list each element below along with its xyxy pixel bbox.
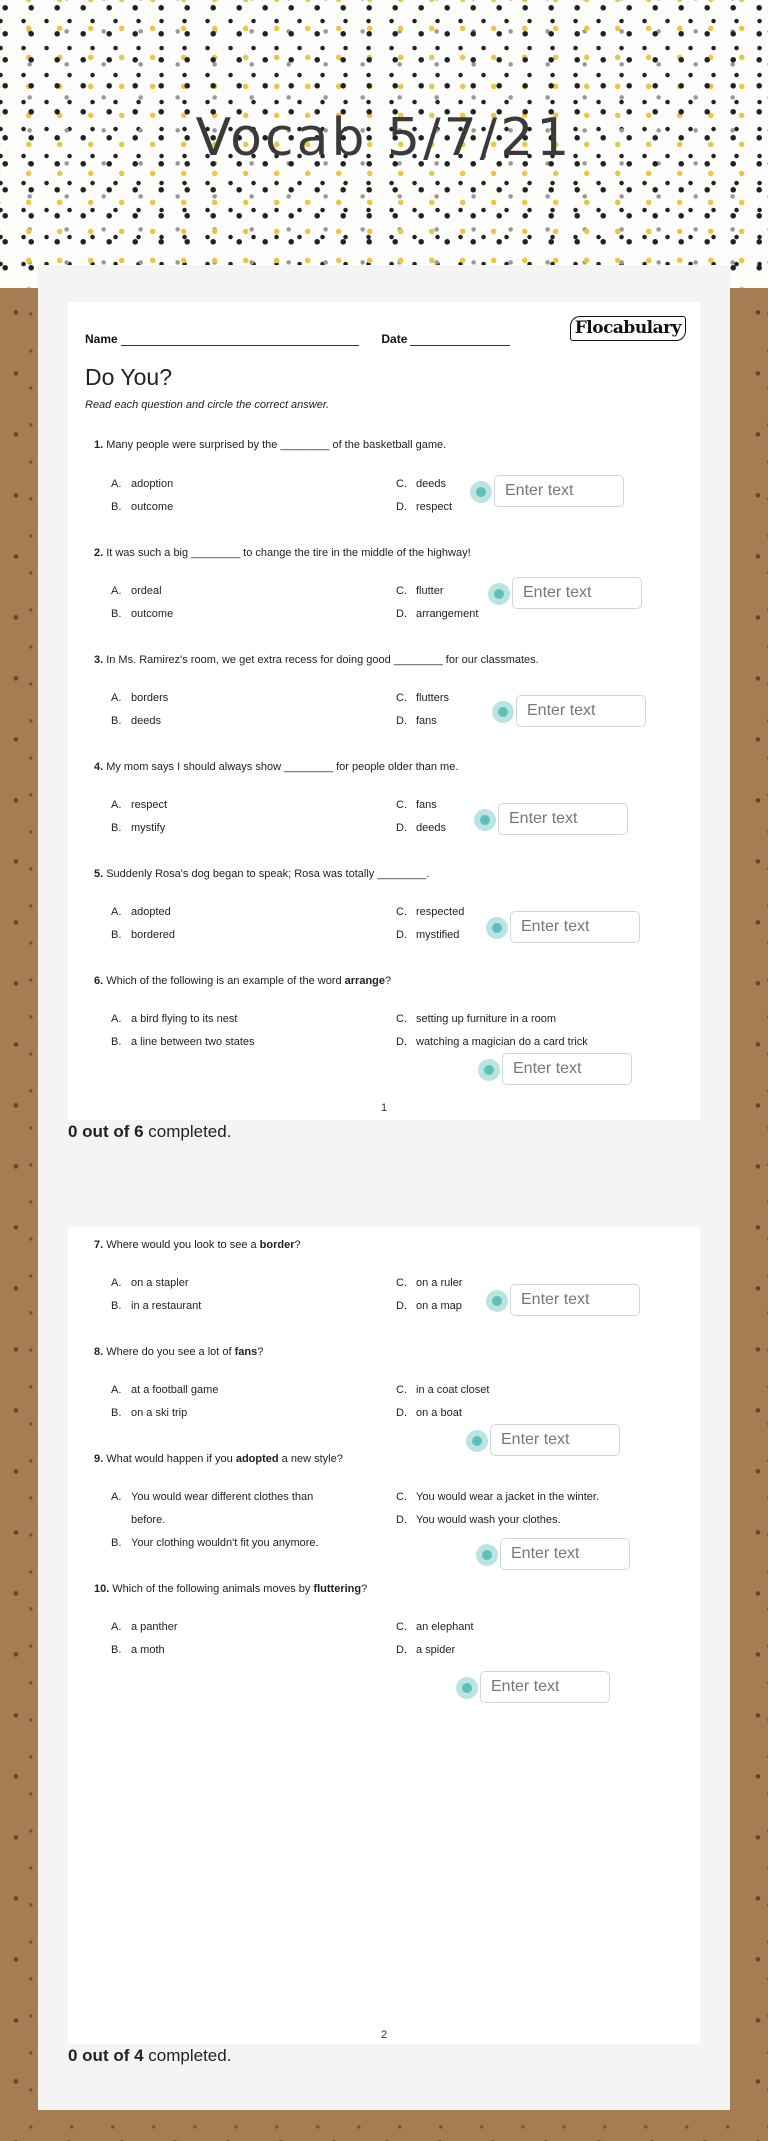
answer-input-10[interactable] xyxy=(480,1671,610,1703)
q3-option-c: C. flutters xyxy=(396,692,450,704)
page-title: Vocab 5/7/21 xyxy=(195,108,573,168)
q6-option-a: A. a bird flying to its nest xyxy=(111,1013,238,1025)
name-date-header xyxy=(85,332,510,346)
q10-option-c: C. an elephant xyxy=(396,1621,474,1633)
answer-input-7[interactable] xyxy=(510,1284,640,1316)
radio-dot-icon[interactable] xyxy=(476,1544,498,1566)
answer-input-8[interactable] xyxy=(490,1424,620,1456)
date-label: Date xyxy=(381,332,408,346)
worksheet-page-1 xyxy=(68,302,700,1120)
q2-option-b: B. outcome xyxy=(111,608,174,620)
radio-dot-icon[interactable] xyxy=(488,583,510,605)
q1-option-b: B. outcome xyxy=(111,501,174,513)
q9-option-c: C. You would wear a jacket in the winter. xyxy=(396,1491,600,1503)
instructions: Read each question and circle the correct answer. xyxy=(85,399,330,411)
worksheet-page-2 xyxy=(68,1227,700,2044)
answer-input-2[interactable] xyxy=(512,577,642,609)
q2-option-a: A. ordeal xyxy=(111,585,162,597)
completion-status-2: 0 out of 4 completed. xyxy=(68,2046,232,2065)
q7-option-d: D. on a map xyxy=(396,1300,462,1312)
content-panel xyxy=(38,265,730,2110)
question-7: 7. Where would you look to see a border? xyxy=(94,1239,301,1251)
answer-input-6[interactable] xyxy=(502,1053,632,1085)
q5-option-d: D. mystified xyxy=(396,929,460,941)
q9-option-a: A. You would wear different clothes than xyxy=(111,1491,314,1503)
q9-option-b: B. Your clothing wouldn't fit you anymore. xyxy=(111,1537,319,1549)
radio-dot-icon[interactable] xyxy=(466,1430,488,1452)
q2-option-d: D. arrangement xyxy=(396,608,479,620)
q3-option-b: B. deeds xyxy=(111,715,161,727)
radio-dot-icon[interactable] xyxy=(474,809,496,831)
worksheet-heading: Do You? xyxy=(85,364,172,390)
q1-option-c: C. deeds xyxy=(396,478,446,490)
radio-dot-icon[interactable] xyxy=(492,701,514,723)
page-number-1: 1 xyxy=(380,1102,388,1114)
answer-input-5[interactable] xyxy=(510,911,640,943)
q4-option-b: B. mystify xyxy=(111,822,166,834)
q8-option-c: C. in a coat closet xyxy=(396,1384,490,1396)
q7-option-a: A. on a stapler xyxy=(111,1277,189,1289)
answer-input-4[interactable] xyxy=(498,803,628,835)
flocabulary-logo: Flocabulary xyxy=(570,316,686,341)
question-10: 10. Which of the following animals moves by fluttering? xyxy=(94,1583,368,1595)
q9-option-d: D. You would wash your clothes. xyxy=(396,1514,561,1526)
radio-dot-icon[interactable] xyxy=(486,917,508,939)
q8-option-d: D. on a boat xyxy=(396,1407,462,1419)
question-5: 5. Suddenly Rosa's dog began to speak; Rosa was totally ________. xyxy=(94,868,430,880)
question-6: 6. Which of the following is an example of the word arrange? xyxy=(94,975,392,987)
q3-option-a: A. borders xyxy=(111,692,169,704)
q6-option-d: D. watching a magician do a card trick xyxy=(396,1036,588,1048)
q4-option-a: A. respect xyxy=(111,799,168,811)
radio-dot-icon[interactable] xyxy=(470,481,492,503)
date-line xyxy=(410,335,510,346)
q1-option-d: D. respect xyxy=(396,501,453,513)
q6-option-b: B. a line between two states xyxy=(111,1036,255,1048)
q7-option-b: B. in a restaurant xyxy=(111,1300,202,1312)
question-3: 3. In Ms. Ramirez's room, we get extra recess for doing good ________ for our classmates. xyxy=(94,654,539,666)
q4-option-c: C. fans xyxy=(396,799,437,811)
radio-dot-icon[interactable] xyxy=(486,1290,508,1312)
q8-option-a: A. at a football game xyxy=(111,1384,219,1396)
name-label: Name xyxy=(85,332,118,346)
q6-option-c: C. setting up furniture in a room xyxy=(396,1013,557,1025)
answer-input-9[interactable] xyxy=(500,1538,630,1570)
radio-dot-icon[interactable] xyxy=(478,1059,500,1081)
q2-option-c: C. flutter xyxy=(396,585,444,597)
answer-input-1[interactable] xyxy=(494,475,624,507)
q5-option-a: A. adopted xyxy=(111,906,171,918)
q10-option-b: B. a moth xyxy=(111,1644,165,1656)
question-2: 2. It was such a big ________ to change the tire in the middle of the highway! xyxy=(94,547,471,559)
q5-option-c: C. respected xyxy=(396,906,465,918)
q5-option-b: B. bordered xyxy=(111,929,176,941)
question-8: 8. Where do you see a lot of fans? xyxy=(94,1346,264,1358)
q8-option-b: B. on a ski trip xyxy=(111,1407,188,1419)
answer-input-3[interactable] xyxy=(516,695,646,727)
name-line xyxy=(121,335,359,346)
q9-option-a-continued: before. xyxy=(131,1514,166,1526)
question-9: 9. What would happen if you adopted a new style? xyxy=(94,1453,343,1465)
q10-option-d: D. a spider xyxy=(396,1644,456,1656)
q3-option-d: D. fans xyxy=(396,715,437,727)
q1-option-a: A. adoption xyxy=(111,478,174,490)
q4-option-d: D. deeds xyxy=(396,822,446,834)
radio-dot-icon[interactable] xyxy=(456,1677,478,1699)
page-number-2: 2 xyxy=(380,2029,388,2041)
question-4: 4. My mom says I should always show ________ for people older than me. xyxy=(94,761,459,773)
q10-option-a: A. a panther xyxy=(111,1621,178,1633)
q7-option-c: C. on a ruler xyxy=(396,1277,463,1289)
question-1: 1. Many people were surprised by the ________ of the basketball game. xyxy=(94,439,447,451)
completion-status-1: 0 out of 6 completed. xyxy=(68,1122,232,1141)
